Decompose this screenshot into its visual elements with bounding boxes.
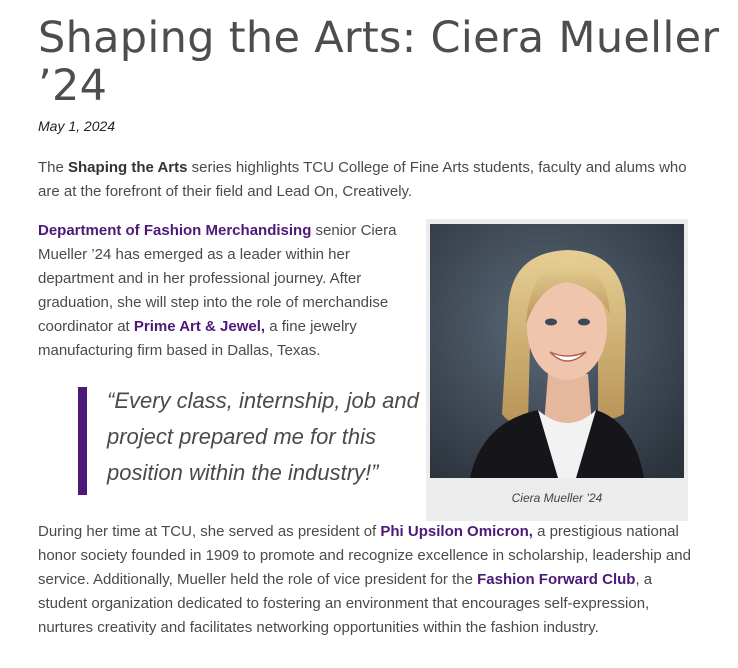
- intro-text-before: The: [38, 159, 69, 176]
- para1-text-1: senior Ciera Mueller ’24 has emerged as a leader within her department and in her professional journey. After graduation, she will step into the role of merchandise coordinator at: [38, 222, 397, 335]
- fashion-club-link[interactable]: Fashion Forward Club: [477, 571, 636, 588]
- para2-text-3: , a student organization dedicated to fostering an environment that encourages self-expression, nurtures creativity and facilitates networking opportunities within the fashion industry.: [38, 571, 653, 636]
- series-name: Shaping the Arts: [68, 159, 188, 176]
- portrait-figure: [426, 219, 688, 521]
- honor-society-link[interactable]: Phi Upsilon Omicron,: [380, 523, 533, 540]
- page-title: [38, 14, 728, 110]
- body-paragraph-1: [38, 219, 408, 363]
- pull-quote-text: “Every class, internship, job and project prepared me for this position within the industry!”: [107, 388, 419, 485]
- para1-text-2: a fine jewelry manufacturing firm based in Dallas, Texas.: [38, 318, 357, 359]
- intro-paragraph: [38, 156, 703, 204]
- para2-text-2: a prestigious national honor society founded in 1909 to promote and recognize excellence in scholarship, leadership and service. Additionally, Mueller held the role of vice president for the: [38, 523, 691, 588]
- title-line-1: Shaping the Arts: Ciera Mueller: [38, 13, 720, 63]
- publish-date: May 1, 2024: [38, 118, 116, 134]
- intro-text-after: series highlights TCU College of Fine Arts students, faculty and alums who are at the forefront of their field and Lead On, Creatively.: [38, 159, 687, 200]
- pull-quote: [78, 387, 423, 495]
- body-paragraph-2: [38, 520, 703, 640]
- portrait-caption: Ciera Mueller ’24: [511, 491, 603, 505]
- title-line-2: ’24: [38, 61, 108, 111]
- portrait-photo: [430, 224, 684, 478]
- company-link[interactable]: Prime Art & Jewel,: [133, 318, 266, 335]
- para2-text-1: During her time at TCU, she served as president of: [38, 523, 381, 540]
- department-link[interactable]: Department of Fashion Merchandising: [38, 222, 312, 239]
